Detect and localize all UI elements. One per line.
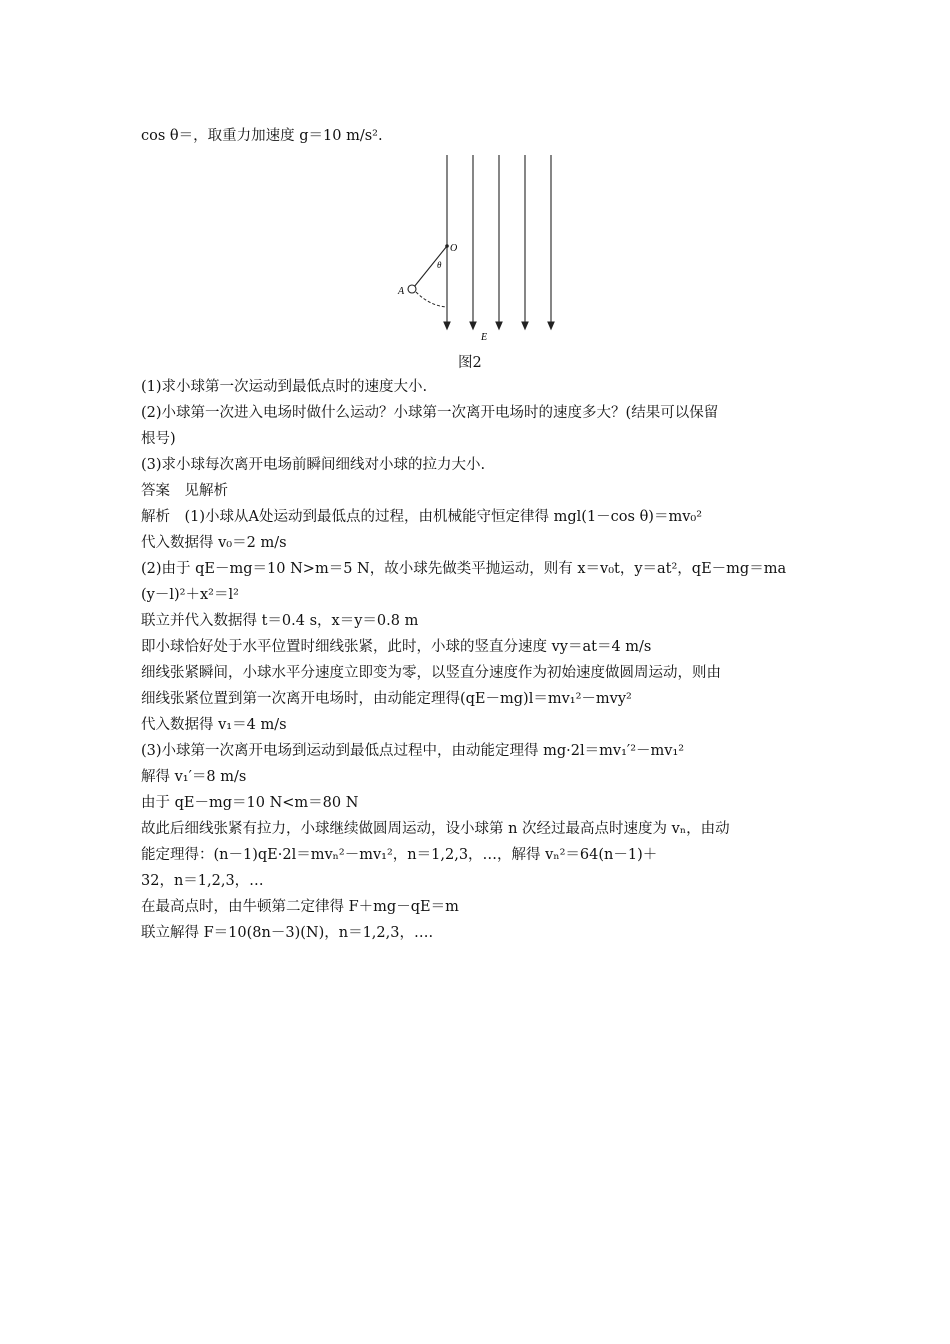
question-2: (2)小球第一次进入电场时做什么运动？小球第一次离开电场时的速度多大？(结果可以保留 [141, 405, 719, 421]
solution-line: 解析 (1)小球从A处运动到最低点的过程，由机械能守恒定律得 mgl(1－cos θ)＝mv₀² [141, 509, 703, 525]
solution-line: 由于 qE－mg＝10 N<m＝80 N [141, 795, 359, 811]
solution-line: 解得 v₁′＝8 m/s [141, 769, 247, 785]
electric-field-figure [390, 150, 570, 350]
solution-line: 细线张紧瞬间，小球水平分速度立即变为零，以竖直分速度作为初始速度做圆周运动，则由 [141, 665, 721, 681]
question-2-cont: 根号) [141, 431, 176, 447]
question-1: (1)求小球第一次运动到最低点时的速度大小. [141, 379, 428, 395]
question-3: (3)求小球每次离开电场前瞬间细线对小球的拉力大小. [141, 457, 486, 473]
solution-line: (2)由于 qE－mg＝10 N>m＝5 N，故小球先做类平抛运动，则有 x＝v₀t，y＝at²，qE－mg＝ma [141, 561, 787, 577]
string-line [414, 246, 447, 287]
pivot-point-O [445, 244, 449, 248]
label-O: O [450, 243, 458, 254]
ball-A [408, 285, 416, 293]
solution-line: 细线张紧位置到第一次离开电场时，由动能定理得(qE－mg)l＝mv₁²－mvy² [141, 691, 632, 707]
solution-line: 联立解得 F＝10(8n－3)(N)，n＝1,2,3，…. [141, 925, 434, 941]
solution-line: 即小球恰好处于水平位置时细线张紧，此时，小球的竖直分速度 vy＝at＝4 m/s [141, 639, 652, 655]
label-A: A [398, 286, 405, 297]
solution-line: (3)小球第一次离开电场到运动到最低点过程中，由动能定理得 mg·2l＝mv₁′²－mv₁² [141, 743, 685, 759]
solution-line: (y－l)²＋x²＝l² [141, 587, 239, 603]
solution-line: 代入数据得 v₀＝2 m/s [141, 535, 287, 551]
solution-line: 故此后细线张紧有拉力，小球继续做圆周运动，设小球第 n 次经过最高点时速度为 vₙ，由动 [141, 821, 730, 837]
label-theta: θ [437, 260, 442, 270]
solution-line: 代入数据得 v₁＝4 m/s [141, 717, 287, 733]
answer-label: 答案 见解析 [141, 483, 228, 499]
solution-line: 能定理得：(n－1)qE·2l＝mvₙ²－mv₁²，n＝1,2,3，…，解得 vₙ²＝64(n－1)＋ [141, 847, 658, 863]
solution-line: 联立并代入数据得 t＝0.4 s，x＝y＝0.8 m [141, 613, 419, 629]
text-line: cos θ＝，取重力加速度 g＝10 m/s². [141, 128, 383, 144]
solution-line: 32，n＝1,2,3，… [141, 873, 264, 889]
solution-line: 在最高点时，由牛顿第二定律得 F＋mg－qE＝m [141, 899, 459, 915]
label-E: E [481, 332, 488, 343]
swing-arc [416, 292, 447, 307]
figure-caption: 图2 [458, 355, 482, 371]
